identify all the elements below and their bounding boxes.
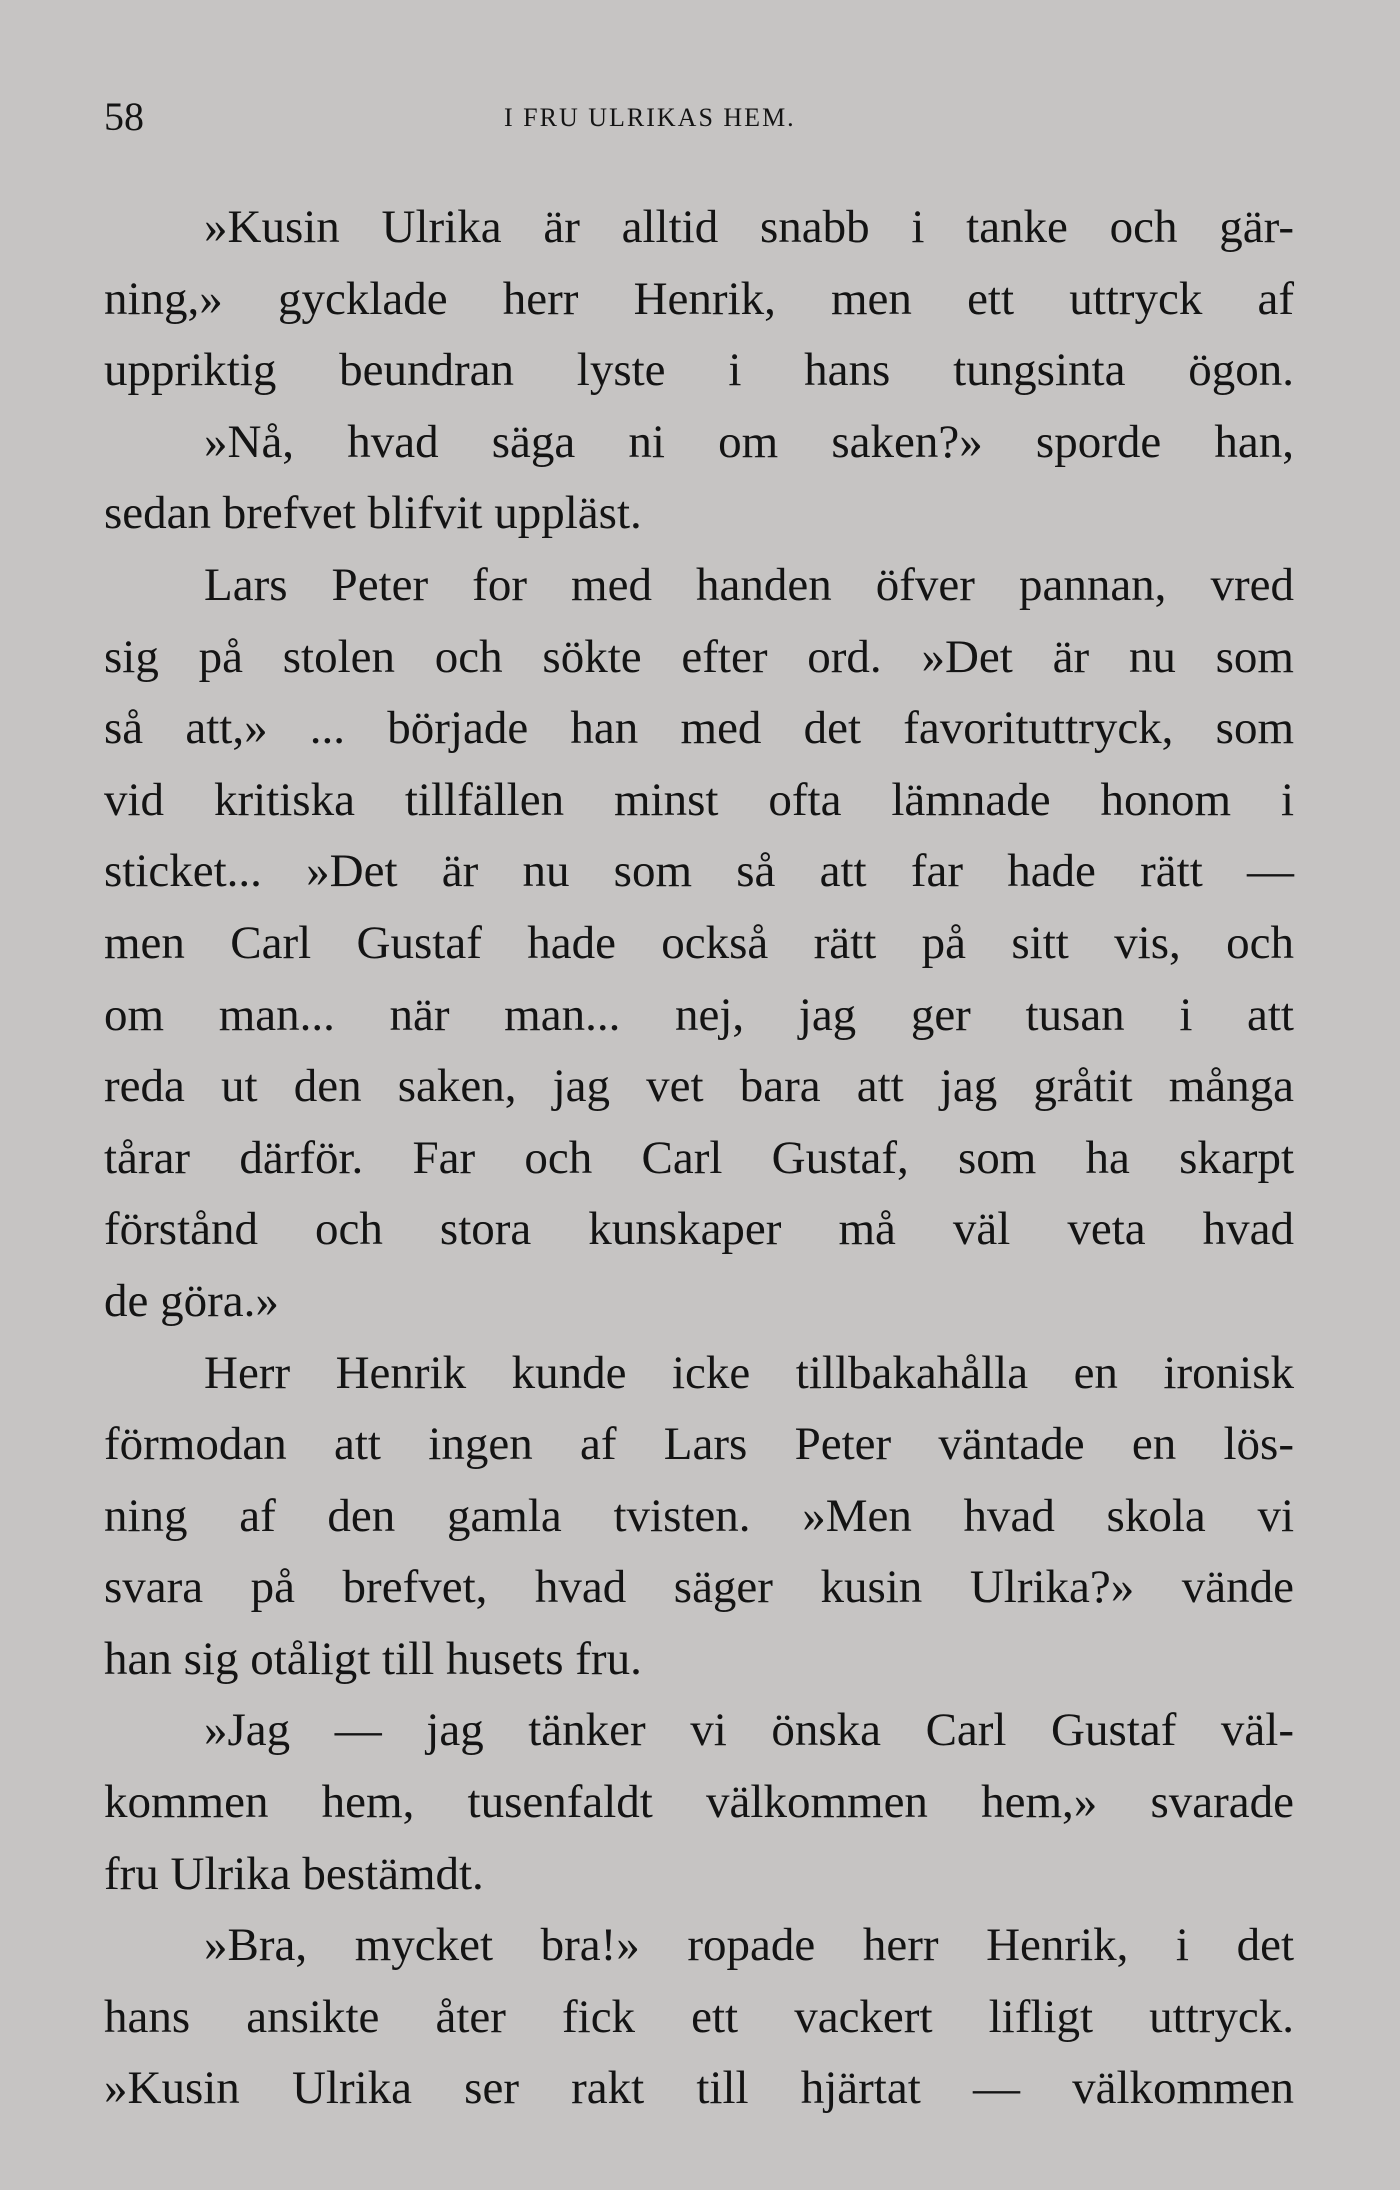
text-line: Herr Henrik kunde icke tillbakahålla en ironisk — [204, 1346, 1294, 1399]
text-line: men Carl Gustaf hade också rätt på sitt vis, och — [104, 916, 1294, 969]
text-line: tårar därför. Far och Carl Gustaf, som ha skarpt — [104, 1131, 1294, 1184]
text-line: vid kritiska tillfällen minst ofta lämnade honom i — [104, 773, 1294, 826]
text-line: sticket... »Det är nu som så att far hade rätt — — [104, 845, 1294, 898]
text-line: »Kusin Ulrika är alltid snabb i tanke och gär- — [204, 201, 1294, 253]
text-line: »Kusin Ulrika ser rakt till hjärtat — välkommen — [104, 2062, 1294, 2115]
text-line: sig på stolen och sökte efter ord. »Det är nu som — [104, 630, 1294, 683]
text-line: förstånd och stora kunskaper må väl veta hvad — [104, 1203, 1294, 1256]
text-line: de göra.» — [104, 1274, 279, 1327]
text-line: Lars Peter for med handen öfver pannan, vred — [204, 558, 1294, 611]
text-line: ning,» gycklade herr Henrik, men ett uttryck af — [104, 272, 1294, 325]
text-line: »Bra, mycket bra!» ropade herr Henrik, i det — [204, 1919, 1294, 1972]
text-line: sedan brefvet blifvit uppläst. — [104, 487, 642, 540]
running-head: I FRU ULRIKAS HEM. — [504, 103, 796, 132]
text-line: han sig otåligt till husets fru. — [104, 1632, 642, 1685]
text-line: reda ut den saken, jag vet bara att jag gråtit många — [104, 1060, 1294, 1113]
page-header — [104, 92, 1294, 142]
text-line: hans ansikte åter fick ett vackert lifligt uttryck. — [104, 1990, 1294, 2043]
text-line: uppriktig beundran lyste i hans tungsinta ögon. — [104, 344, 1294, 397]
text-line: fru Ulrika bestämdt. — [104, 1847, 484, 1900]
text-line: om man... när man... nej, jag ger tusan i att — [104, 988, 1294, 1041]
text-line: kommen hem, tusenfaldt välkommen hem,» svarade — [104, 1776, 1294, 1829]
text-line: förmodan att ingen af Lars Peter väntade en lös- — [104, 1418, 1294, 1471]
body-text — [104, 192, 1294, 2125]
text-line: »Nå, hvad säga ni om saken?» sporde han, — [204, 415, 1294, 468]
text-line: »Jag — jag tänker vi önska Carl Gustaf väl- — [204, 1704, 1294, 1757]
page-number: 58 — [104, 94, 144, 139]
text-line: svara på brefvet, hvad säger kusin Ulrika?» vände — [104, 1561, 1294, 1614]
text-line: så att,» ... började han med det favorituttryck, som — [104, 702, 1294, 755]
text-line: ning af den gamla tvisten. »Men hvad skola vi — [104, 1489, 1294, 1542]
